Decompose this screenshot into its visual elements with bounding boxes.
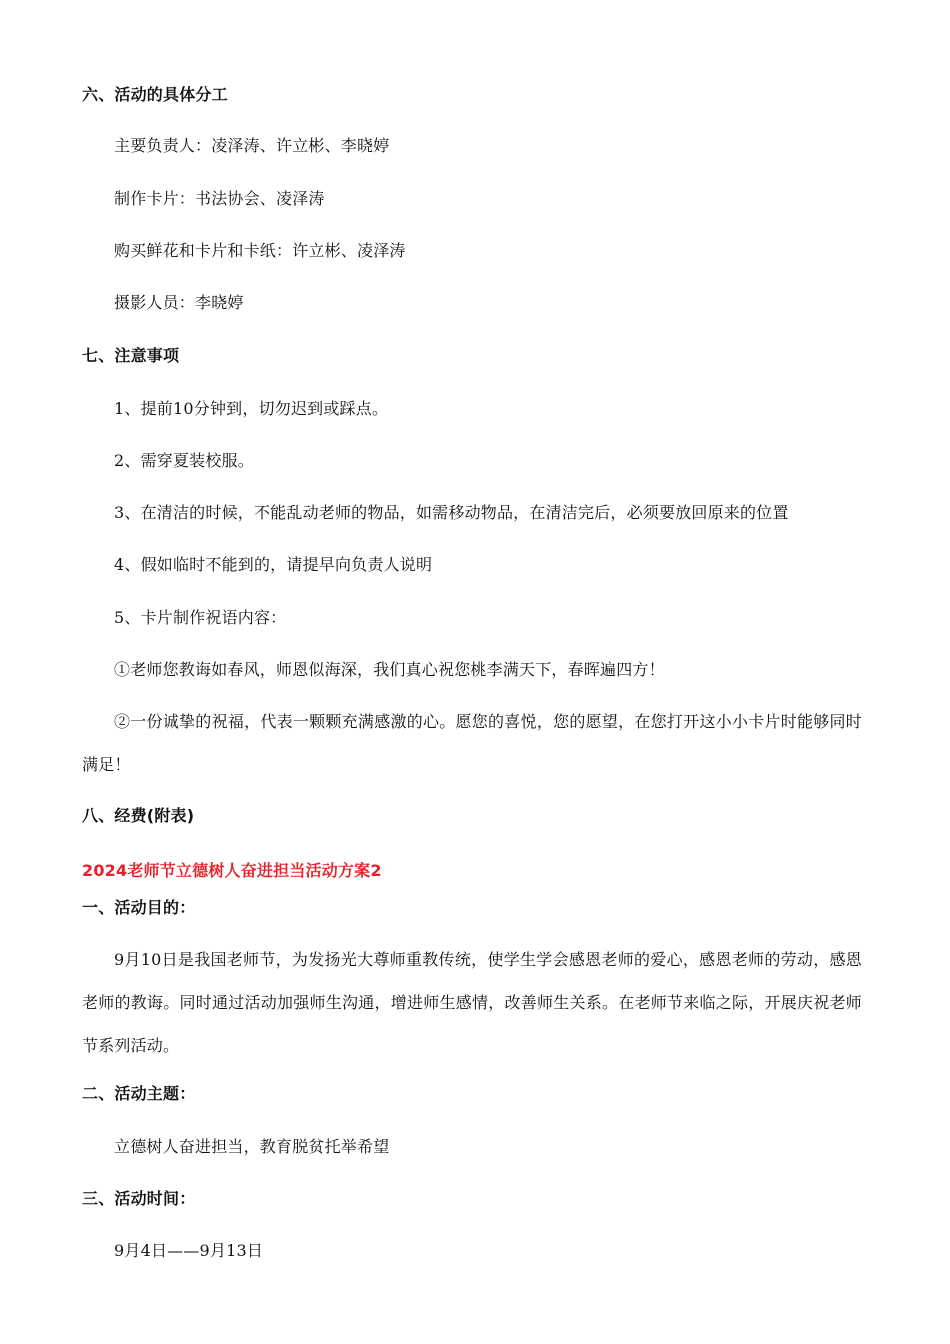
plan2-time-text: 9月4日——9月13日 — [114, 1241, 264, 1260]
section6-item-card-making: 制作卡片：书法协会、凌泽涛 — [114, 189, 325, 208]
plan2-purpose-text: 9月10日是我国老师节，为发扬光大尊师重教传统，使学生学会感恩老师的爱心，感恩老师的劳动，感恩老师的教诲。同时通过活动加强师生沟通，增进师生感情，改善师生关系。在老师节来临之际，开展庆祝老师节系列活动。 — [82, 950, 862, 1055]
plan2-theme-heading: 二、活动主题： — [82, 1084, 196, 1103]
section6-item-photographer: 摄影人员：李晓婷 — [114, 293, 244, 312]
section7-wish-1: ①老师您教诲如春风，师恩似海深，我们真心祝您桃李满天下，春晖遍四方！ — [114, 660, 665, 679]
section7-item-3: 3、在清洁的时候，不能乱动老师的物品，如需移动物品，在清洁完后，必须要放回原来的位置 — [114, 503, 789, 522]
plan2-title: 2024老师节立德树人奋进担当活动方案2 — [82, 861, 382, 880]
section7-item-1: 1、提前10分钟到，切勿迟到或踩点。 — [114, 399, 389, 418]
section7-item-2: 2、需穿夏装校服。 — [114, 451, 254, 470]
section6-item-purchase: 购买鲜花和卡片和卡纸：许立彬、凌泽涛 — [114, 241, 406, 260]
section6-heading: 六、活动的具体分工 — [82, 85, 228, 104]
section7-heading: 七、注意事项 — [82, 346, 180, 365]
section6-item-main-responsible: 主要负责人：凌泽涛、许立彬、李晓婷 — [114, 136, 390, 155]
section7-wish-2: ②一份诚挚的祝福，代表一颗颗充满感激的心。愿您的喜悦，您的愿望，在您打开这小小卡片时能够同时满足！ — [82, 712, 862, 774]
section7-item-4: 4、假如临时不能到的，请提早向负责人说明 — [114, 555, 433, 574]
plan2-theme-text: 立德树人奋进担当，教育脱贫托举希望 — [114, 1137, 390, 1156]
section7-item-5: 5、卡片制作祝语内容： — [114, 608, 287, 627]
plan2-purpose-heading: 一、活动目的： — [82, 898, 196, 917]
plan2-time-heading: 三、活动时间： — [82, 1189, 196, 1208]
section8-heading: 八、经费(附表) — [82, 806, 195, 825]
